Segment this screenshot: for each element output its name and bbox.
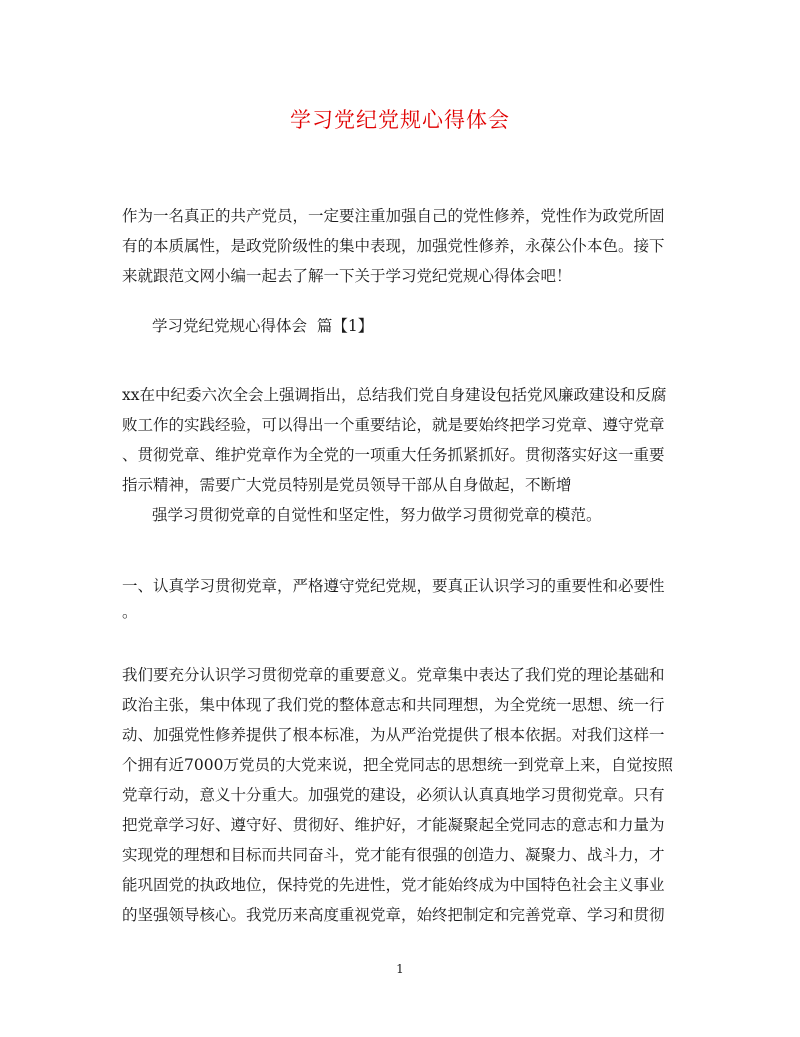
paragraph-line: 败工作的实践经验，可以得出一个重要结论，就是要始终把学习党章、遵守党章 bbox=[122, 416, 665, 434]
paragraph-line: xx在中纪委六次全会上强调指出，总结我们党自身建设包括党风廉政建设和反腐 bbox=[122, 386, 667, 404]
paragraph-line: 能巩固党的执政地位，保持党的先进性，党才能始终成为中国特色社会主义事业 bbox=[122, 876, 665, 894]
section-heading-1 bbox=[122, 571, 682, 623]
page-number: 1 bbox=[396, 962, 404, 976]
paragraph-line: 强学习贯彻党章的自觉性和坚定性，努力做学习贯彻党章的模范。 bbox=[152, 506, 602, 524]
section-line: 一、认真学习贯彻党章，严格遵守党纪党规，要真正认识学习的重要性和必要性 bbox=[122, 577, 665, 595]
paragraph-line: 动、加强党性修养提供了根本标准，为从严治党提供了根本依据。对我们这样一 bbox=[122, 726, 665, 744]
paragraph-line: 、贯彻党章、维护党章作为全党的一项重大任务抓紧抓好。贯彻落实好这一重要 bbox=[122, 446, 665, 464]
paragraph-1 bbox=[122, 380, 682, 530]
paragraph-line: 党章行动，意义十分重大。加强党的建设，必须认认真真地学习贯彻党章。只有 bbox=[122, 786, 665, 804]
intro-paragraph bbox=[122, 201, 682, 291]
section-line: 。 bbox=[122, 603, 138, 621]
subheading-text: 学习党纪党规心得体会 篇【1】 bbox=[152, 317, 374, 335]
document-title: 学习党纪党规心得体会 bbox=[290, 108, 510, 132]
paragraph-line: 我们要充分认识学习贯彻党章的重要意义。党章集中表达了我们党的理论基础和 bbox=[122, 666, 665, 684]
paragraph-2 bbox=[122, 660, 682, 930]
subheading bbox=[122, 311, 712, 341]
paragraph-line: 指示精神，需要广大党员特别是党员领导干部从自身做起，不断增 bbox=[122, 476, 572, 494]
paragraph-line: 个拥有近7000万党员的大党来说，把全党同志的思想统一到党章上来，自觉按照 bbox=[122, 756, 673, 774]
intro-line: 来就跟范文网小编一起去了解一下关于学习党纪党规心得体会吧！ bbox=[122, 267, 572, 285]
intro-line: 作为一名真正的共产党员，一定要注重加强自己的党性修养，党性作为政党所固 bbox=[122, 207, 665, 225]
intro-line: 有的本质属性，是政党阶级性的集中表现，加强党性修养，永葆公仆本色。接下 bbox=[122, 237, 665, 255]
paragraph-line: 政治主张，集中体现了我们党的整体意志和共同理想，为全党统一思想、统一行 bbox=[122, 696, 665, 714]
paragraph-line: 把党章学习好、遵守好、贯彻好、维护好，才能凝聚起全党同志的意志和力量为 bbox=[122, 816, 665, 834]
paragraph-line: 实现党的理想和目标而共同奋斗，党才能有很强的创造力、凝聚力、战斗力，才 bbox=[122, 846, 665, 864]
paragraph-line: 的坚强领导核心。我党历来高度重视党章，始终把制定和完善党章、学习和贯彻 bbox=[122, 906, 665, 924]
